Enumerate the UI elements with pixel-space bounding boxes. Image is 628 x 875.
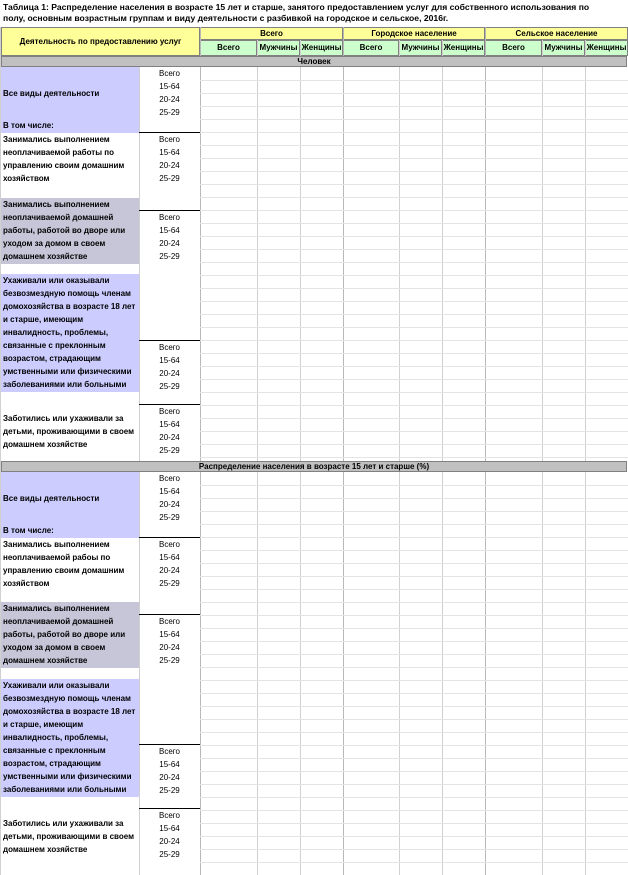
row-label-header: Деятельность по предоставлению услуг bbox=[1, 27, 200, 56]
grid-row-line bbox=[200, 498, 628, 499]
grid-row-line bbox=[200, 184, 628, 185]
grid-row-line bbox=[200, 667, 628, 668]
age-group-list: Всего 15-64 20-24 25-29 bbox=[159, 474, 180, 522]
grid-row-line bbox=[200, 145, 628, 146]
age-group-list: Всего 15-64 20-24 25-29 bbox=[139, 404, 200, 457]
grid-row-line bbox=[200, 680, 628, 681]
grid-row-line bbox=[200, 563, 628, 564]
grid-row-line bbox=[200, 132, 628, 133]
row-label-all-activities: Все виды деятельности В том числе: bbox=[1, 472, 139, 538]
row-label-all-activities: Все виды деятельности В том числе: bbox=[1, 67, 139, 133]
age-group-list: Всего 15-64 20-24 25-29 bbox=[139, 744, 200, 797]
group-header-total: Всего bbox=[200, 27, 343, 40]
age-group-list: Всего 15-64 20-24 25-29 bbox=[139, 340, 200, 393]
grid-row-line bbox=[200, 784, 628, 785]
grid-row-line bbox=[200, 797, 628, 798]
table-title: Таблица 1: Распределение населения в возрасте 15 лет и старше, занятого предоставлением услуг для собственного использования по полу, основным возрастным группам и виду деятельности с разбивкой на городское и сельское, 2016г. bbox=[3, 2, 590, 23]
age-group-list: Всего 15-64 20-24 25-29 bbox=[139, 537, 200, 590]
grid-row-line bbox=[200, 602, 628, 603]
grid-row-line bbox=[200, 223, 628, 224]
grid-line bbox=[485, 27, 486, 875]
sub-header: Женщины bbox=[585, 40, 628, 56]
grid-row-line bbox=[200, 771, 628, 772]
grid-row-line bbox=[200, 444, 628, 445]
grid-row-line bbox=[200, 210, 628, 211]
grid-row-line bbox=[200, 379, 628, 380]
grid-row-line bbox=[200, 628, 628, 629]
sub-header: Мужчины bbox=[542, 40, 585, 56]
grid-row-line bbox=[200, 758, 628, 759]
section-band-persons: Человек bbox=[1, 56, 627, 67]
grid-row-line bbox=[200, 823, 628, 824]
grid-row-line bbox=[200, 550, 628, 551]
grid-row-line bbox=[200, 288, 628, 289]
grid-row-line bbox=[200, 862, 628, 863]
age-group-list: Всего 15-64 20-24 25-29 bbox=[139, 614, 200, 667]
grid-row-line bbox=[200, 719, 628, 720]
grid-row-line bbox=[200, 457, 628, 458]
grid-row-line bbox=[200, 810, 628, 811]
grid-row-line bbox=[200, 353, 628, 354]
sub-header: Всего bbox=[200, 40, 257, 56]
grid-row-line bbox=[200, 745, 628, 746]
grid-row-line bbox=[200, 197, 628, 198]
age-group-list: Всего 15-64 20-24 25-29 bbox=[139, 132, 200, 185]
age-group-list: Всего 15-64 20-24 25-29 bbox=[139, 808, 200, 861]
grid-row-line bbox=[200, 392, 628, 393]
row-label-household-management: Занимались выполнением неоплачиваемой работы по управлению своим домашним хозяйством bbox=[3, 135, 125, 183]
grid-row-line bbox=[200, 641, 628, 642]
row-label-household-management: Занимались выполнением неоплачиваемой рабоы по управлению своим домашним хозяйством bbox=[3, 540, 125, 588]
grid-row-line bbox=[200, 693, 628, 694]
sub-header: Мужчины bbox=[257, 40, 300, 56]
grid-line bbox=[200, 27, 201, 875]
group-header-urban: Городское население bbox=[343, 27, 485, 40]
grid-row-line bbox=[200, 80, 628, 81]
grid-row-line bbox=[200, 654, 628, 655]
grid-row-line bbox=[200, 366, 628, 367]
row-label-adult-care: Ухаживали или оказывали безвозмездную помощь членам домохозяйства в возрасте 18 лет и старше, имеющим инвалидность, проблемы, связанные с преклонным возрастом, страдающим умственными или физическими заболеваниями или больными bbox=[1, 274, 139, 392]
grid-row-line bbox=[200, 106, 628, 107]
sub-header: Женщины bbox=[300, 40, 343, 56]
grid-row-line bbox=[200, 485, 628, 486]
grid-row-line bbox=[200, 405, 628, 406]
grid-row-line bbox=[200, 236, 628, 237]
grid-row-line bbox=[200, 836, 628, 837]
row-label-child-care: Заботились или ухаживали за детьми, проживающими в своем домашнем хозяйстве bbox=[3, 414, 134, 449]
grid-row-line bbox=[200, 158, 628, 159]
grid-row-line bbox=[200, 849, 628, 850]
grid-row-line bbox=[200, 249, 628, 250]
grid-line bbox=[343, 27, 344, 875]
grid-row-line bbox=[200, 732, 628, 733]
grid-row-line bbox=[200, 511, 628, 512]
grid-row-line bbox=[200, 93, 628, 94]
grid-row-line bbox=[200, 119, 628, 120]
grid-row-line bbox=[200, 262, 628, 263]
grid-row-line bbox=[200, 301, 628, 302]
grid-row-line bbox=[200, 589, 628, 590]
age-group-list: Всего 15-64 20-24 25-29 bbox=[139, 210, 200, 263]
grid-row-line bbox=[200, 314, 628, 315]
grid-row-line bbox=[200, 576, 628, 577]
sub-header: Всего bbox=[343, 40, 399, 56]
row-label-housework: Занимались выполнением неоплачиваемой домашней работы, работой во дворе или уходом за домом в своем домашнем хозяйстве bbox=[1, 198, 139, 264]
row-label-housework: Занимались выполнением неоплачиваемой домашней работы, работой во дворе или уходом за домом в своем домашнем хозяйстве bbox=[1, 602, 139, 668]
grid-row-line bbox=[200, 615, 628, 616]
grid-row-line bbox=[200, 171, 628, 172]
grid-row-line bbox=[200, 537, 628, 538]
group-header-rural: Сельское население bbox=[485, 27, 628, 40]
age-group-list: Всего 15-64 20-24 25-29 bbox=[159, 69, 180, 117]
sub-header: Женщины bbox=[442, 40, 485, 56]
grid-row-line bbox=[200, 340, 628, 341]
grid-row-line bbox=[200, 431, 628, 432]
grid-row-line bbox=[200, 275, 628, 276]
row-label-adult-care: Ухаживали или оказывали безвозмездную помощь членам домохозяйства в возрасте 18 лет и старше, имеющим инвалидность, проблемы, связанные с преклонным возрастом, страдающим умственными или физическими заболеваниями или больными bbox=[1, 679, 139, 797]
grid-row-line bbox=[200, 706, 628, 707]
sub-header: Всего bbox=[485, 40, 542, 56]
sub-header: Мужчины bbox=[399, 40, 442, 56]
grid-row-line bbox=[200, 327, 628, 328]
grid-row-line bbox=[200, 418, 628, 419]
row-label-child-care: Заботились или ухаживали за детьми, проживающими в своем домашнем хозяйстве bbox=[3, 819, 134, 854]
section-band-percent: Распределение населения в возрасте 15 лет и старше (%) bbox=[1, 461, 627, 472]
grid-row-line bbox=[200, 524, 628, 525]
